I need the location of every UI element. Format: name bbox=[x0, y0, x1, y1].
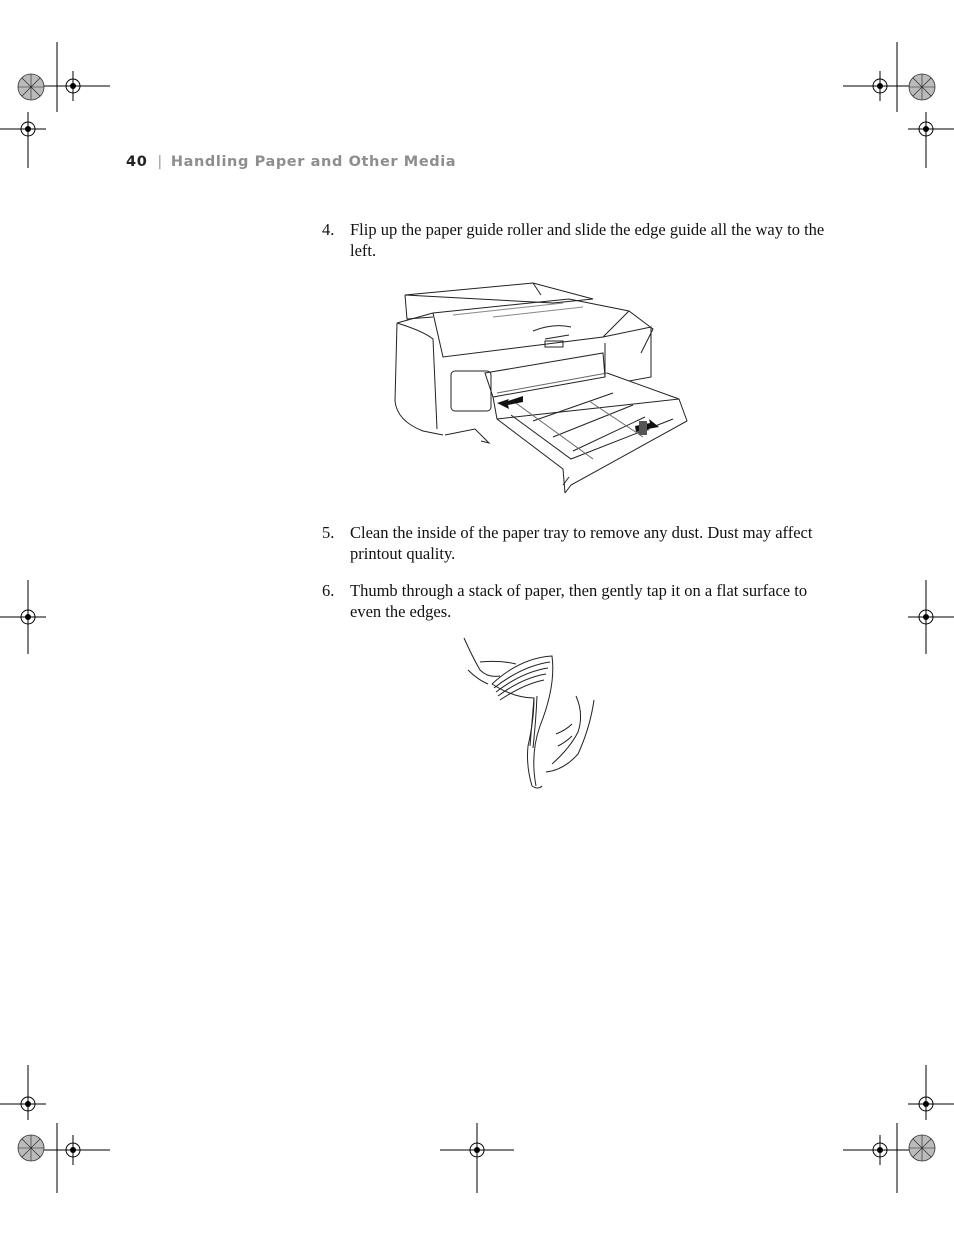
step-text: Clean the inside of the paper tray to remove any dust. Dust may affect printout quality. bbox=[350, 523, 813, 563]
step-number: 5. bbox=[322, 523, 335, 542]
printer-paper-tray-illustration bbox=[393, 281, 693, 496]
step-number: 4. bbox=[322, 220, 335, 239]
step-text: Thumb through a stack of paper, then gently tap it on a flat surface to even the edges. bbox=[350, 581, 808, 621]
step-6 bbox=[322, 580, 832, 622]
header-separator: | bbox=[157, 154, 163, 170]
section-title: Handling Paper and Other Media bbox=[170, 154, 457, 170]
step-4 bbox=[322, 219, 832, 261]
hands-fanning-paper-illustration bbox=[460, 636, 610, 791]
step-5 bbox=[322, 522, 832, 564]
step-number: 6. bbox=[322, 581, 335, 600]
running-header bbox=[126, 154, 456, 170]
page-number: 40 bbox=[126, 154, 148, 170]
step-text: Flip up the paper guide roller and slide the edge guide all the way to the left. bbox=[350, 220, 825, 260]
